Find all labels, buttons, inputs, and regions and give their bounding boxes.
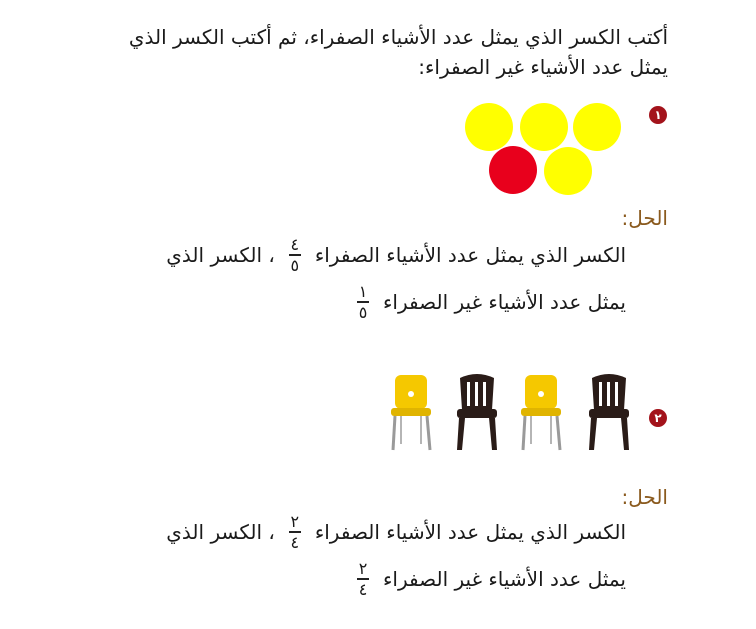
solution-line-1b <box>349 283 626 321</box>
denominator: ٥ <box>358 302 368 322</box>
denominator: ٤ <box>290 532 300 552</box>
black-chair-icon <box>454 372 500 452</box>
instruction-text: أكتب الكسر الذي يمثل عدد الأشياء الصفراء، ثم أكتب الكسر الذي يمثل عدد الأشياء غير الصفراء: <box>128 25 668 79</box>
solution-line-1a <box>166 236 626 274</box>
yellow-chair-icon <box>516 372 566 452</box>
fraction-yellow <box>289 236 301 274</box>
black-chair-icon <box>586 372 632 452</box>
solution-line-2a <box>166 513 626 551</box>
yellow-circle <box>573 103 621 151</box>
numerator: ٤ <box>290 235 300 254</box>
solution-line-2b <box>349 560 626 598</box>
fraction-non-yellow <box>357 560 369 598</box>
yellow-circle <box>520 103 568 151</box>
red-circle <box>489 146 537 194</box>
solution-text: يمثل عدد الأشياء غير الصفراء <box>383 289 626 314</box>
numerator: ١ <box>358 282 368 301</box>
fraction-non-yellow <box>357 283 369 321</box>
numerator: ٢ <box>358 559 368 578</box>
fraction-yellow <box>289 513 301 551</box>
solution-label-1: الحل: <box>621 206 668 230</box>
yellow-chair-icon <box>386 372 436 452</box>
solution-text: الكسر الذي يمثل عدد الأشياء الصفراء <box>314 519 626 544</box>
solution-label-2: الحل: <box>621 485 668 509</box>
solution-text: الكسر الذي يمثل عدد الأشياء الصفراء <box>314 242 626 267</box>
denominator: ٤ <box>358 579 368 599</box>
solution-text: يمثل عدد الأشياء غير الصفراء <box>383 566 626 591</box>
denominator: ٥ <box>290 255 300 275</box>
yellow-circle <box>544 147 592 195</box>
circles-group <box>460 100 620 196</box>
chairs-group <box>380 372 640 456</box>
numerator: ٢ <box>290 512 300 531</box>
yellow-circle <box>465 103 513 151</box>
problem-number-badge-1: ١ <box>649 106 667 124</box>
problem-number-badge-2: ٢ <box>649 409 667 427</box>
solution-text-tail: ، الكسر الذي <box>166 242 275 267</box>
solution-text-tail: ، الكسر الذي <box>166 519 275 544</box>
